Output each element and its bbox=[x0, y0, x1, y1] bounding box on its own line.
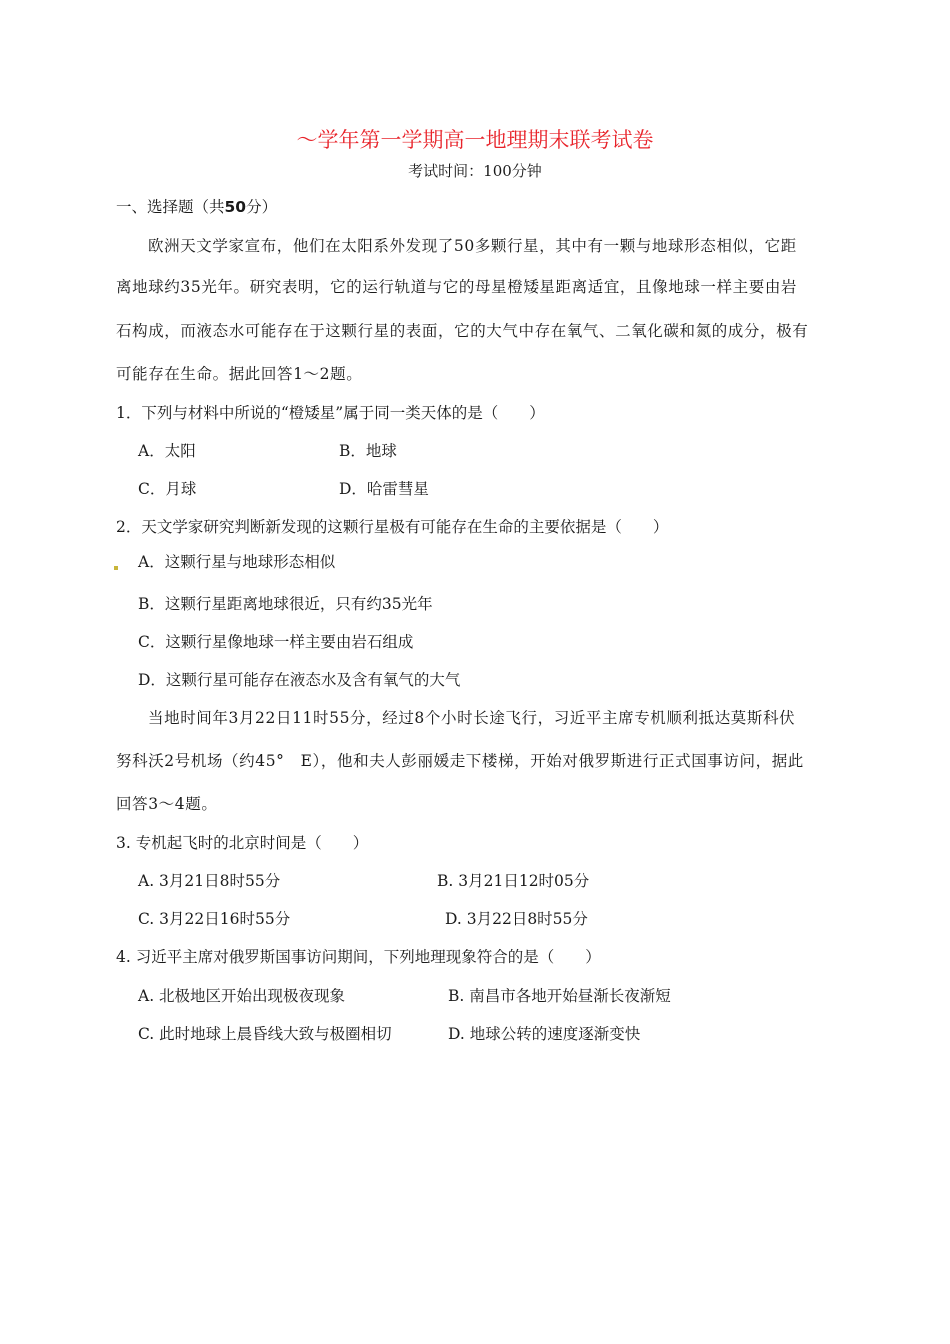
passage2-line: 努科沃2号机场（约45° E），他和夫人彭丽媛走下楼梯，开始对俄罗斯进行正式国事访问，据此 bbox=[116, 752, 804, 770]
passage1-line: 可能存在生命。据此回答1～2题。 bbox=[116, 365, 363, 383]
passage1-line: 离地球约35光年。研究表明，它的运行轨道与它的母星橙矮星距离适宜，且像地球一样主要由岩 bbox=[116, 278, 798, 296]
q3-option-a: A. 3月21日8时55分 bbox=[138, 872, 281, 890]
q3-option-d: D. 3月22日8时55分 bbox=[445, 910, 588, 928]
question-4-stem: 4. 习近平主席对俄罗斯国事访问期间，下列地理现象符合的是（ ） bbox=[116, 948, 601, 966]
q4-option-c: C. 此时地球上晨昏线大致与极圈相切 bbox=[138, 1025, 392, 1043]
q3-option-c: C. 3月22日16时55分 bbox=[138, 910, 291, 928]
q2-option-c: C．这颗行星像地球一样主要由岩石组成 bbox=[138, 633, 414, 651]
passage2-line: 当地时间年3月22日11时55分，经过8个小时长途飞行，习近平主席专机顺利抵达莫斯科伏 bbox=[148, 709, 796, 727]
section-score: 50 bbox=[224, 198, 247, 216]
q1-option-a: A．太阳 bbox=[138, 442, 196, 460]
section-heading-prefix: 一、选择题（共 bbox=[116, 198, 225, 216]
q4-option-d: D. 地球公转的速度逐渐变快 bbox=[448, 1025, 641, 1043]
q1-option-d: D．哈雷彗星 bbox=[339, 480, 429, 498]
section-heading bbox=[116, 197, 277, 217]
q4-option-b: B. 南昌市各地开始昼渐长夜渐短 bbox=[448, 987, 671, 1005]
stray-mark bbox=[114, 566, 118, 570]
passage2-line: 回答3～4题。 bbox=[116, 795, 218, 813]
section-heading-suffix: 分） bbox=[246, 198, 278, 216]
exam-title: ～学年第一学期高一地理期末联考试卷 bbox=[296, 128, 654, 152]
passage1-line: 石构成，而液态水可能存在于这颗行星的表面，它的大气中存在氧气、二氧化碳和氮的成分，极有 bbox=[116, 322, 809, 340]
q2-option-a: A．这颗行星与地球形态相似 bbox=[138, 553, 336, 571]
question-1-stem: 1．下列与材料中所说的“橙矮星”属于同一类天体的是（ ） bbox=[116, 404, 545, 422]
q2-option-b: B．这颗行星距离地球很近，只有约35光年 bbox=[138, 595, 433, 613]
q1-option-c: C．月球 bbox=[138, 480, 197, 498]
q4-option-a: A. 北极地区开始出现极夜现象 bbox=[138, 987, 346, 1005]
question-3-stem: 3. 专机起飞时的北京时间是（ ） bbox=[116, 834, 369, 852]
passage1-line: 欧洲天文学家宣布，他们在太阳系外发现了50多颗行星，其中有一颗与地球形态相似，它距 bbox=[148, 237, 797, 255]
exam-duration: 考试时间：100分钟 bbox=[408, 162, 542, 180]
q1-option-b: B．地球 bbox=[339, 442, 397, 460]
q2-option-d: D．这颗行星可能存在液态水及含有氧气的大气 bbox=[138, 671, 461, 689]
q3-option-b: B. 3月21日12时05分 bbox=[437, 872, 590, 890]
question-2-stem: 2．天文学家研究判断新发现的这颗行星极有可能存在生命的主要依据是（ ） bbox=[116, 518, 669, 536]
